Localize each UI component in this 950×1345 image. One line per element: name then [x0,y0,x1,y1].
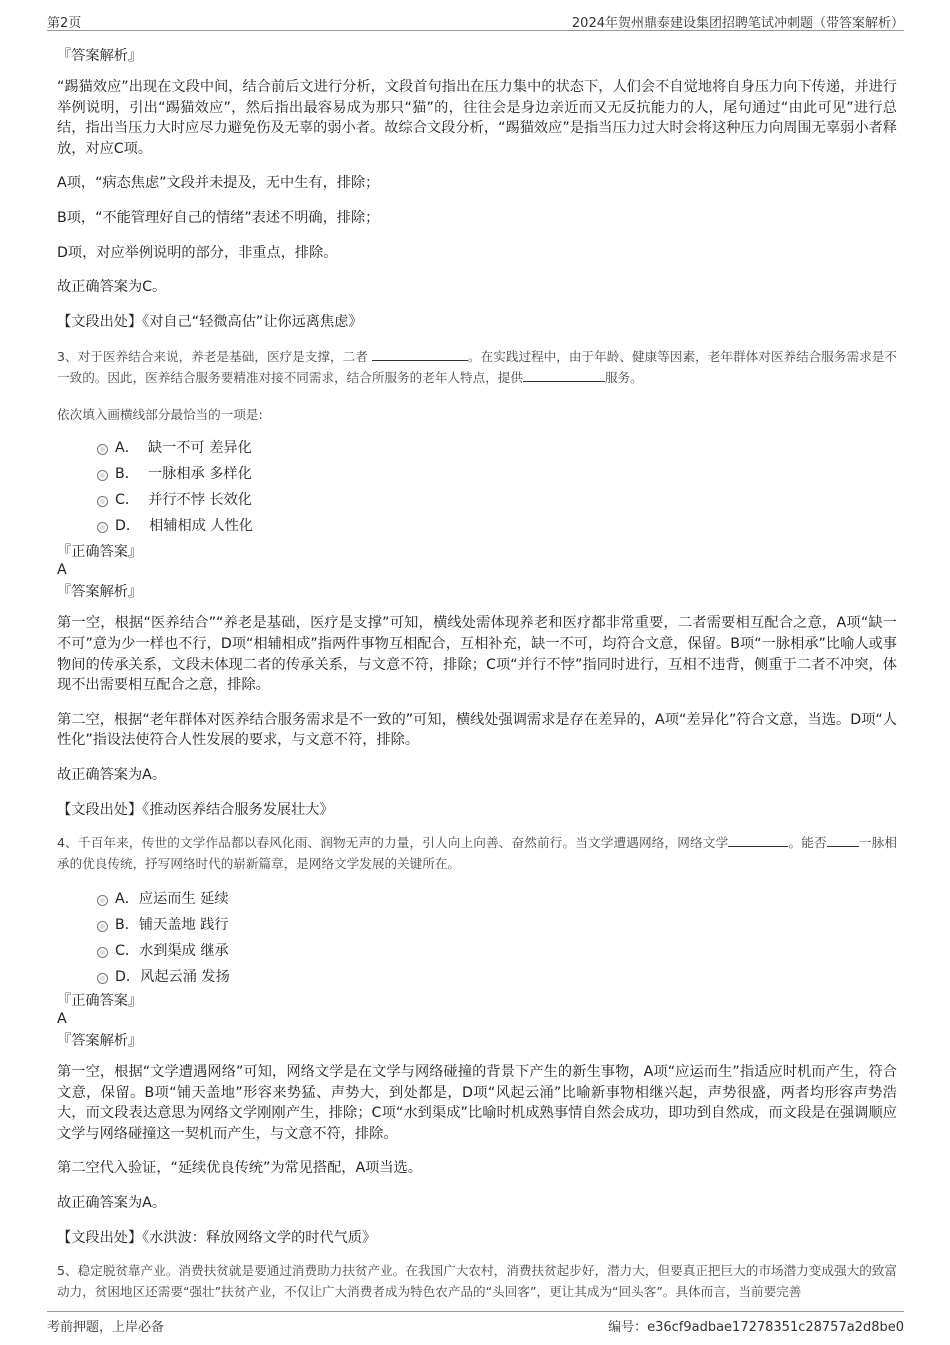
q3-blank-1 [372,347,468,361]
document-code: 编号：e36cf9adbae17278351c28757a2d8be0 [608,1320,904,1335]
q3-blank-2 [523,368,605,382]
q3-options [57,435,897,539]
page-content [57,46,897,1302]
radio-icon[interactable] [97,444,108,455]
q4-conclusion: 故正确答案为A。 [57,1195,167,1212]
q2-analysis-p1: “踢猫效应”出现在文段中间，结合前后文进行分析，文段首句指出在压力集中的状态下，人们会不自觉地将自身压力向下传递，并进行举例说明，引出“踢猫效应”，然后指出最容易成为那只“猫”的，往往会是身边亲近而又无反抗能力的人，尾句通过“由此可见”进行总结，指出当压力大时应尽力避免伤及无辜的弱小者。故综合文段分析，“踢猫效应”是指当压力过大时会将这种压力向周围无辜弱小者释放，对应C项。 [57,79,897,157]
q4-blank-1 [728,833,788,847]
q2-analysis-p2: A项，“病态焦虑”文段并未提及，无中生有，排除； [57,175,380,192]
q3-stem-part3: 服务。 [604,370,643,386]
q2-analysis-heading: 『答案解析』 [57,48,143,64]
q4-options [57,886,897,990]
q4-analysis-p1: 第一空，根据“文学遭遇网络”可知，网络文学是在文学与网络碰撞的背景下产生的新生事物，A项“应运而生”指适应时机而产生，符合文意，保留。B项“铺天盖地”形容来势猛、声势大，到处都是，D项“风起云涌”比喻新事物相继兴起，声势很盛，两者均形容声势浩大，而文段表达意思为网络文学刚刚产生，排除；C项“水到渠成”比喻时机成熟事情自然会成功，即功到自然成，而文段是在强调顺应文学与网络碰撞这一契机而产生，与文意不符，排除。 [57,1064,897,1142]
q3-conclusion: 故正确答案为A。 [57,766,167,783]
q4-answer: A [57,1011,67,1028]
q4-option-a[interactable]: A．应运而生 延续 [57,886,897,912]
q2-conclusion: 故正确答案为C。 [57,279,167,296]
footer-slogan: 考前押题，上岸必备 [47,1320,165,1335]
q4-stem-part1: 4、千百年来，传世的文学作品都以春风化雨、润物无声的力量，引人向上向善、奋然前行。当文学遭遇网络，网络文学 [57,835,729,851]
q3-option-a[interactable]: A． 缺一不可 差异化 [57,435,897,461]
q3-option-b[interactable]: B． 一脉相承 多样化 [57,461,897,487]
radio-icon[interactable] [97,470,108,481]
q3-analysis-p2: 第二空，根据“老年群体对医养结合服务需求是不一致的”可知，横线处强调需求是存在差异的，A项“差异化”符合文意，当选。D项“人性化”指设法使符合人性发展的要求，与文意不符，排除。 [57,711,897,749]
q4-source: 【文段出处】《水洪波：释放网络文学的时代气质》 [57,1229,377,1246]
radio-icon[interactable] [97,496,108,507]
q5-stem: 5、稳定脱贫靠产业。消费扶贫就是要通过消费助力扶贫产业。在我国广大农村，消费扶贫起步好，潜力大，但要真正把巨大的市场潜力变成强大的致富动力，贫困地区还需要“强壮”扶贫产业，不仅让广大消费者成为特色农产品的“头回客”，更让其成为“回头客”。具体而言，当前要完善 [57,1263,897,1300]
q2-analysis-p3: B项，“不能管理好自己的情绪”表述不明确，排除； [57,209,380,226]
page-number: 第2页 [47,16,82,31]
q3-answer: A [57,562,67,579]
q2-analysis-p4: D项，对应举例说明的部分，非重点，排除。 [57,244,338,261]
q3-answer-heading: 『正确答案』 [57,544,143,561]
q4-analysis-p2: 第二空代入验证，“延续优良传统”为常见搭配，A项当选。 [57,1160,422,1177]
q4-option-d[interactable]: D．风起云涌 发扬 [57,964,897,990]
q4-answer-heading: 『正确答案』 [57,993,143,1010]
radio-icon[interactable] [97,895,108,906]
q4-stem [57,832,897,874]
q3-analysis-heading: 『答案解析』 [57,584,143,601]
q3-option-d[interactable]: D． 相辅相成 人性化 [57,513,897,539]
q4-option-c[interactable]: C．水到渠成 继承 [57,938,897,964]
q4-stem-part3: 一脉相承的优良传统，抒写网络时代的崭新篇章，是网络文学发展的关键所在。 [57,835,898,872]
q4-option-b[interactable]: B．铺天盖地 践行 [57,912,897,938]
radio-icon[interactable] [97,947,108,958]
document-title: 2024年贺州鼎泰建设集团招聘笔试冲刺题（带答案解析） [571,16,904,31]
q3-analysis-p1: 第一空，根据“医养结合”“养老是基础，医疗是支撑”可知，横线处需体现养老和医疗都非常重要，二者需要相互配合之意，A项“缺一不可”意为少一样也不行，D项“相辅相成”指两件事物互相配合，互相补充，缺一不可，均符合文意，保留。B项“一脉相承”比喻人或事物间的传承关系，文段未体现二者的传承关系，与文意不符，排除；C项“并行不悖”指同时进行，互相不违背，侧重于二者不冲突，体现不出需要相互配合之意，排除。 [57,615,897,694]
q4-blank-2 [827,833,859,847]
radio-icon[interactable] [97,522,108,533]
q4-stem-part2: 。能否 [788,835,827,851]
q3-stem-part2: 。在实践过程中，由于年龄、健康等因素，老年群体对医养结合服务需求是不一致的。因此，医养结合服务要精准对接不同需求，结合所服务的老年人特点，提供 [57,349,897,386]
q3-option-c[interactable]: C． 并行不悖 长效化 [57,487,897,513]
q2-source: 【文段出处】《对自己“轻微高估”让你远离焦虑》 [57,313,363,330]
q3-stem [57,346,897,388]
q3-source: 【文段出处】《推动医养结合服务发展壮大》 [57,801,334,818]
q3-stem-part1: 3、对于医养结合来说，养老是基础，医疗是支撑，二者 [57,349,368,365]
page-header [47,10,904,31]
radio-icon[interactable] [97,973,108,984]
q3-instruction: 依次填入画横线部分最恰当的一项是: [57,407,263,423]
radio-icon[interactable] [97,921,108,932]
page-footer [47,1311,904,1336]
q4-analysis-heading: 『答案解析』 [57,1033,143,1050]
